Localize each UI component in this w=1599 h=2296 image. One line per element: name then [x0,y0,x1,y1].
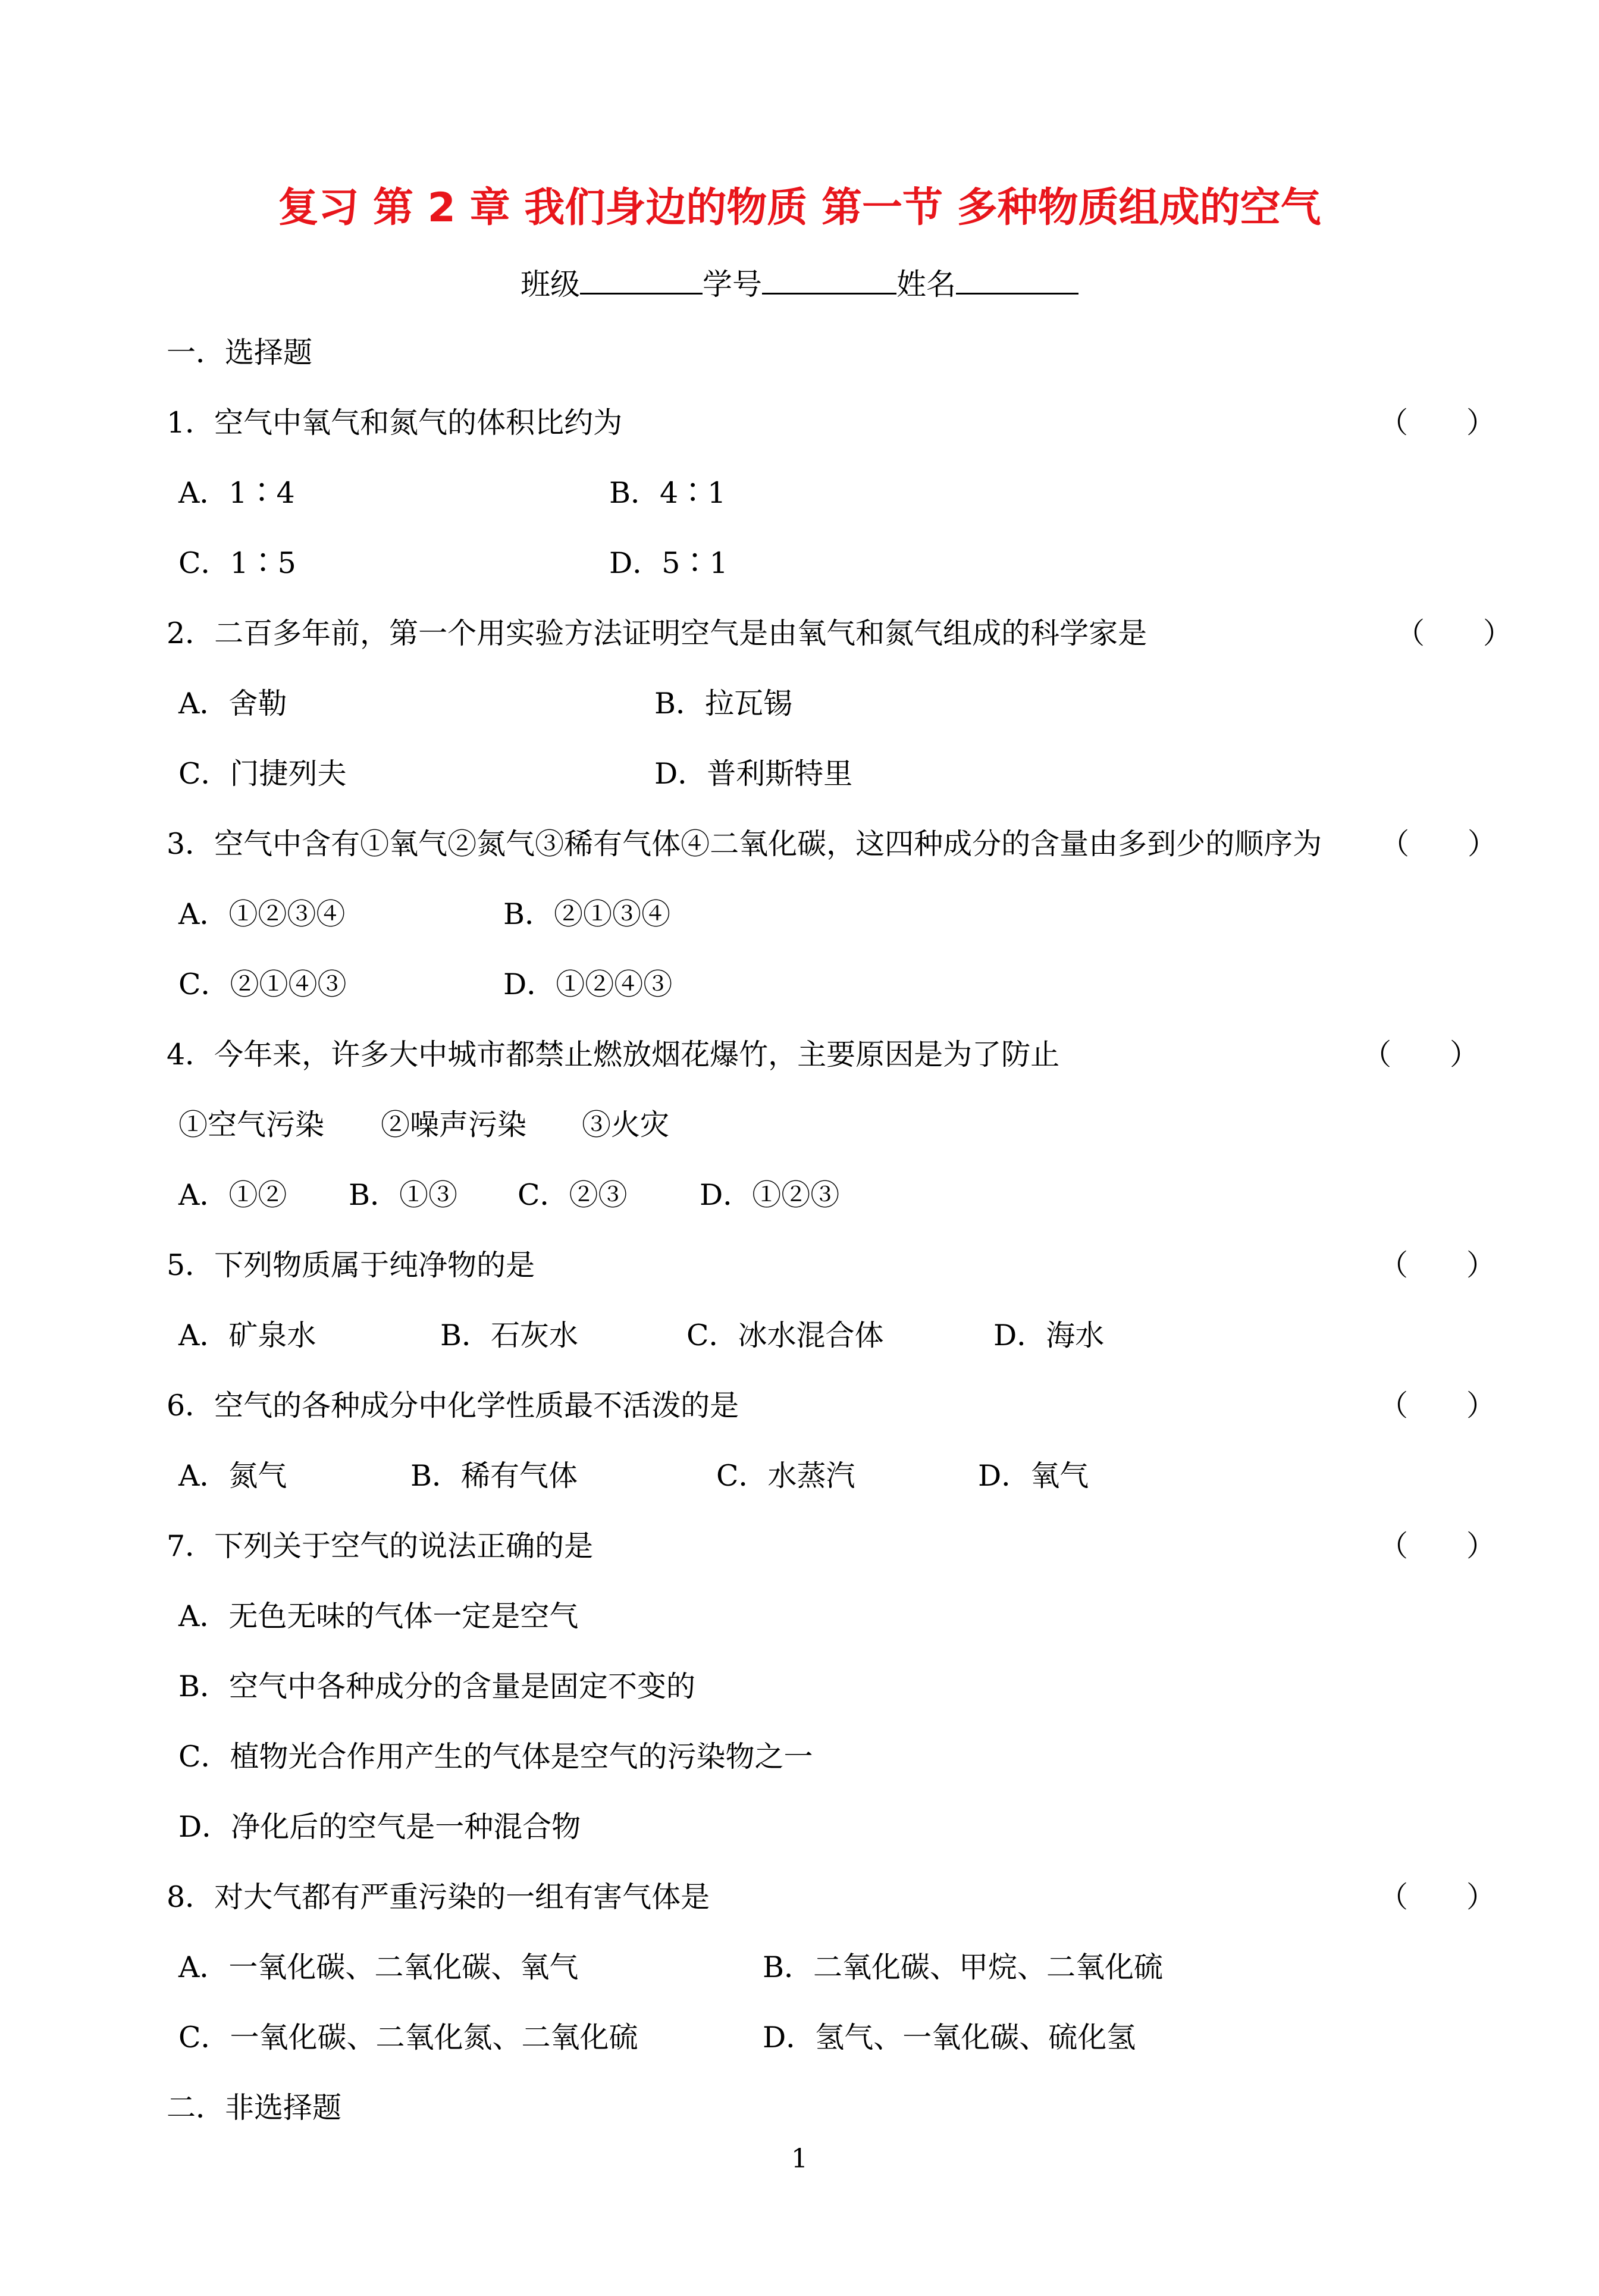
answer-paren[interactable]: （ ） [1379,1248,1496,1282]
option-a: A．①②③④ [178,897,346,931]
name-label: 姓名 [896,267,956,302]
option-a: A．矿泉水 [178,1318,316,1352]
list-item: ②噪声污染 [381,1108,527,1142]
answer-paren[interactable]: （ ） [1379,1389,1496,1423]
option-b: B．石灰水 [440,1318,579,1352]
question-stem: 2．二百多年前，第一个用实验方法证明空气是由氧气和氮气组成的科学家是 [167,616,1147,650]
number-blank[interactable] [762,265,896,295]
answer-paren[interactable]: （ ） [1379,1880,1496,1914]
option-b: B．二氧化碳、甲烷、二氧化硫 [763,1950,1164,1984]
option-d: D．海水 [993,1318,1105,1352]
answer-paren[interactable]: （ ） [1379,406,1496,440]
option-b: B．4∶1 [609,476,726,510]
option-c: C．一氧化碳、二氧化氮、二氧化硫 [178,2021,638,2054]
option-b: B．空气中各种成分的含量是固定不变的 [178,1669,696,1703]
section-heading-choice: 一．选择题 [167,336,313,369]
page-number: 1 [791,2144,808,2174]
option-b: B．拉瓦锡 [654,687,793,721]
number-label: 学号 [703,267,762,302]
question-stem: 5．下列物质属于纯净物的是 [167,1248,535,1282]
option-a: A．①② [178,1178,287,1212]
option-d: D．①②④③ [503,967,673,1001]
option-d: D．氢气、一氧化碳、硫化氢 [763,2021,1136,2054]
option-a: A．舍勒 [178,687,287,721]
option-b: B．稀有气体 [410,1459,578,1493]
option-d: D．5∶1 [609,546,728,580]
list-item: ①空气污染 [178,1108,325,1142]
option-b: B．②①③④ [503,897,671,931]
page-title: 复习 第 2 章 我们身边的物质 第一节 多种物质组成的空气 [278,184,1321,231]
option-c: C．②①④③ [178,967,347,1001]
answer-paren[interactable]: （ ） [1380,827,1497,861]
option-c: C．冰水混合体 [686,1318,884,1352]
option-a: A．一氧化碳、二氧化碳、氧气 [178,1950,579,1984]
answer-paren[interactable]: （ ） [1396,616,1513,650]
option-d: D．普利斯特里 [654,757,853,791]
option-a: A．无色无味的气体一定是空气 [178,1599,579,1633]
option-d: D．氧气 [978,1459,1089,1493]
question-stem: 1．空气中氧气和氮气的体积比约为 [167,406,623,440]
list-item: ③火灾 [582,1108,670,1142]
student-info-line [0,265,1599,302]
option-c: C．1∶5 [178,546,296,580]
option-d: D．①②③ [700,1178,840,1212]
question-stem: 3．空气中含有①氧气②氮气③稀有气体④二氧化碳，这四种成分的含量由多到少的顺序为 [167,827,1322,861]
answer-paren[interactable]: （ ） [1379,1529,1496,1563]
option-c: C．门捷列夫 [178,757,347,791]
question-stem: 6．空气的各种成分中化学性质最不活泼的是 [167,1389,739,1423]
answer-paren[interactable]: （ ） [1362,1038,1479,1072]
question-stem: 4．今年来，许多大中城市都禁止燃放烟花爆竹，主要原因是为了防止 [167,1038,1060,1072]
option-d: D．净化后的空气是一种混合物 [178,1810,581,1844]
option-c: C．水蒸汽 [716,1459,855,1493]
section-heading-nonchoice: 二．非选择题 [167,2091,342,2125]
option-b: B．①③ [349,1178,458,1212]
question-stem: 8．对大气都有严重污染的一组有害气体是 [167,1880,710,1914]
option-a: A．1∶4 [178,476,295,510]
option-a: A．氮气 [178,1459,287,1493]
class-label: 班级 [521,267,580,302]
option-c: C．植物光合作用产生的气体是空气的污染物之一 [178,1740,813,1774]
name-blank[interactable] [956,265,1078,295]
class-blank[interactable] [580,265,703,295]
question-stem: 7．下列关于空气的说法正确的是 [167,1529,594,1563]
option-c: C．②③ [518,1178,628,1212]
